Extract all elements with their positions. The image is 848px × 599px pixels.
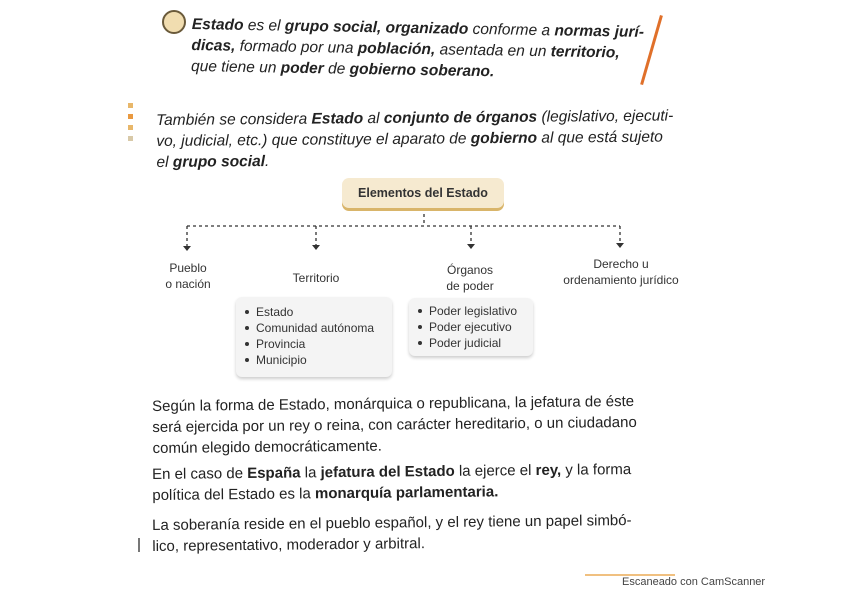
derecho-label: Derecho u ordenamiento jurídico bbox=[563, 257, 679, 287]
list-item: Poder ejecutivo bbox=[415, 319, 527, 335]
paragraph-soberania bbox=[152, 509, 692, 557]
text-run: asentada en un bbox=[435, 41, 551, 61]
margin-line bbox=[138, 538, 140, 552]
paragraph-1-line-2: será ejercida por un rey o reina, con carácter hereditario, o un ciudadano bbox=[152, 413, 637, 436]
text-run: Estado bbox=[191, 15, 244, 34]
list-item: Poder judicial bbox=[415, 335, 527, 351]
list-item: Estado bbox=[242, 304, 386, 320]
text-run: es el bbox=[243, 16, 285, 35]
list-item: Comunidad autónoma bbox=[242, 320, 386, 336]
scanner-watermark: Escaneado con CamScanner bbox=[622, 576, 766, 588]
text-run: vo, judicial, etc.) que constituye el aparato de bbox=[156, 130, 471, 150]
text-run: conjunto de órganos bbox=[383, 108, 538, 128]
paragraph-espana bbox=[152, 458, 692, 506]
text-run: dicas, bbox=[191, 36, 236, 55]
list-item: Municipio bbox=[242, 352, 386, 368]
text-run: . bbox=[264, 153, 270, 171]
text-run: la ejerce el bbox=[454, 461, 536, 480]
text-run: rey, bbox=[535, 461, 562, 479]
text-run: al bbox=[363, 110, 384, 128]
text-run: España bbox=[247, 464, 301, 483]
organos-label: Órganos de poder bbox=[446, 263, 494, 293]
diagram-title: Elementos del Estado bbox=[342, 178, 504, 208]
organos-list bbox=[415, 303, 527, 351]
text-run: la bbox=[300, 464, 321, 482]
text-run: población, bbox=[357, 39, 436, 59]
text-run: que tiene un bbox=[190, 57, 281, 77]
territorio-box bbox=[236, 297, 392, 377]
text-run: el bbox=[156, 153, 173, 171]
text-run: grupo social, organizado bbox=[284, 17, 469, 38]
text-run: monarquía parlamentaria. bbox=[314, 483, 499, 503]
text-run: gobierno soberano. bbox=[349, 60, 495, 81]
territorio-label: Territorio bbox=[292, 271, 340, 285]
text-run: Estado bbox=[311, 110, 364, 128]
territorio-list bbox=[242, 304, 386, 368]
text-run: poder bbox=[280, 59, 324, 78]
text-run: normas jurí- bbox=[554, 22, 645, 41]
text-run: formado por una bbox=[235, 37, 358, 57]
paragraph-1-line-1: Según la forma de Estado, monárquica o republicana, la jefatura de éste bbox=[152, 392, 635, 415]
text-run: También se considera bbox=[156, 110, 312, 129]
paragraph-3-line-2: lico, representativo, moderador y arbitral. bbox=[152, 535, 426, 555]
paragraph-3-line-1: La soberanía reside en el pueblo español, y el rey tiene un papel simbó- bbox=[152, 511, 632, 534]
list-item: Poder legislativo bbox=[415, 303, 527, 319]
text-run: al que está sujeto bbox=[536, 128, 663, 147]
paragraph-1-line-3: común elegido democráticamente. bbox=[152, 437, 382, 457]
text-run: y la forma bbox=[561, 460, 632, 479]
text-run: En el caso de bbox=[152, 465, 248, 483]
text-run: grupo social bbox=[172, 153, 266, 171]
list-item: Provincia bbox=[242, 336, 386, 352]
organos-box bbox=[409, 298, 533, 356]
text-run: gobierno bbox=[470, 129, 538, 148]
text-run: política del Estado es la bbox=[152, 485, 316, 504]
text-run: conforme a bbox=[468, 20, 555, 40]
text-run: territorio, bbox=[550, 43, 620, 62]
text-run: (legislativo, ejecuti- bbox=[537, 107, 674, 126]
text-run: de bbox=[323, 60, 350, 78]
pueblo-label: Pueblo o nación bbox=[165, 261, 211, 291]
paragraph-jefatura bbox=[152, 390, 693, 459]
text-run: jefatura del Estado bbox=[320, 462, 455, 482]
